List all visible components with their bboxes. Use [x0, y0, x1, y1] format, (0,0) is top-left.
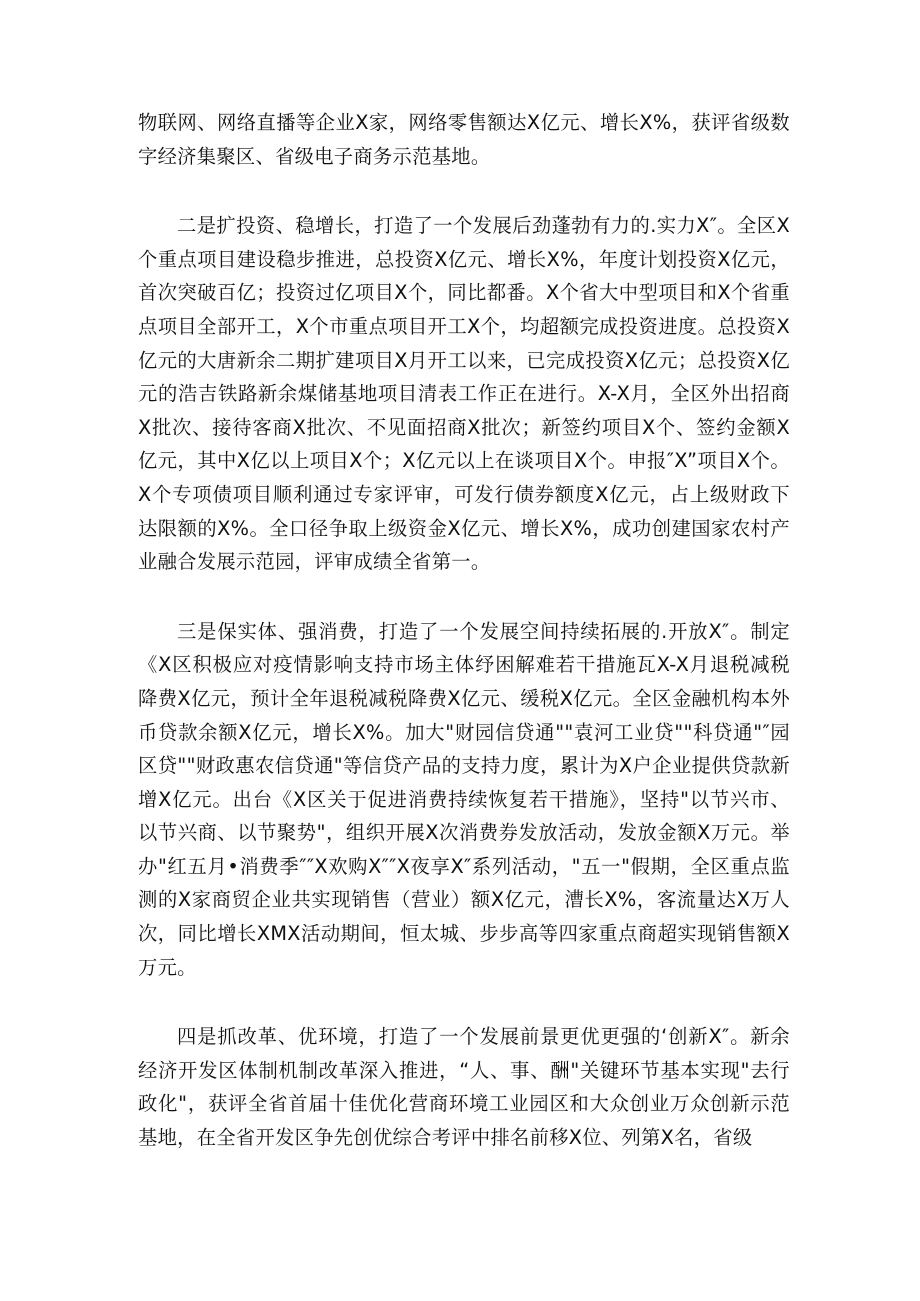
- document-body: [138, 106, 790, 1191]
- paragraph-1: 物联网、网络直播等企业X家，网络零售额达X亿元、增长X%，获评省级数字经济集聚区、省级电子商务示范基地。: [138, 111, 790, 168]
- paragraph-2: 二是扩投资、稳增长，打造了一个发展后劲蓬勃有力的.实力X″。全区X个重点项目建设稳步推进，总投资X亿元、增长X%，年度计划投资X亿元，首次突破百亿；投资过亿项目X个，同比都番。X个省大中型项目和X个省重点项目全部开工，X个市重点项目开工X个，均超额完成投资进度。总投资X亿元的大唐新余二期扩建项目X月开工以来，已完成投资X亿元；总投资X亿元的浩吉铁路新余煤储基地项目清表工作正在进行。X-X月，全区外出招商X批次、接待客商X批次、不见面招商X批次；新签约项目X个、签约金额X亿元，其中X亿以上项目X个；X亿元以上在谈项目X个。申报″X”项目X个。X个专项债项目顺利通过专家评审，可发行债券额度X亿元，占上级财政下达限额的X%。全口径争取上级资金X亿元、增长X%，成功创建国家农村产业融合发展示范园，评审成绩全省第一。: [138, 214, 790, 574]
- paragraph-3: 三是保实体、强消费，打造了一个发展空间持续拓展的.开放X″。制定《X区积极应对疫情影响支持市场主体纾困解难若干措施瓦X-X月退税减税降费X亿元，预计全年退税减税降费X亿元、缓税X亿元。全区金融机构本外币贷款余额X亿元，增长X%。加大"财园信贷通""袁河工业贷""科贷通"″园区贷""财政惠农信贷通"等信贷产品的支持力度，累计为X户企业提供贷款新增X亿元。出台《X区关于促进消费持续恢复若干措施》，坚持"以节兴市、以节兴商、以节聚势"，组织开展X次消费券发放活动，发放金额X万元。举办"红五月•消费季″″X欢购X″″X夜享X″系列活动，"五一"假期，全区重点监测的X家商贸企业共实现销售（营业）额X亿元，漕长X%，客流量达X万人次，同比增长XMX活动期间，恒太城、步步高等四家重点商超实现销售额X万元。: [138, 619, 790, 979]
- paragraph-4: 四是抓改革、优环境，打造了一个发展前景更优更强的‘创新X″。新余经济开发区体制机制改革深入推进，“人、事、酬"关键环节基本实现"去行政化"，获评全省首届十佳优化营商环境工业园区和大众创业万众创新示范基地，在全省开发区争先创优综合考评中排名前移X位、列第X名，省级: [138, 1025, 790, 1150]
